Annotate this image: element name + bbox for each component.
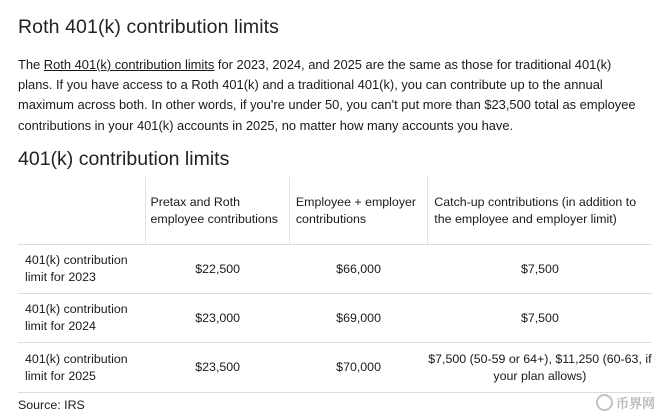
column-header-employee-employer: Employee + employer contributions bbox=[289, 177, 427, 245]
table-row bbox=[18, 294, 652, 343]
paragraph-lead: The bbox=[18, 57, 44, 72]
employee-employer-value: $70,000 bbox=[289, 343, 427, 393]
table-heading: 401(k) contribution limits bbox=[18, 148, 230, 170]
table-header-row bbox=[18, 177, 652, 245]
table-row bbox=[18, 343, 652, 393]
source-note: Source: IRS bbox=[18, 398, 85, 412]
column-header-blank bbox=[18, 177, 146, 245]
watermark-logo-icon bbox=[596, 394, 613, 411]
employee-employer-value: $69,000 bbox=[289, 294, 427, 343]
catch-up-value: $7,500 (50-59 or 64+), $11,250 (60-63, if your plan allows) bbox=[428, 343, 652, 393]
table-row bbox=[18, 245, 652, 294]
row-label: 401(k) contribution limit for 2023 bbox=[18, 245, 146, 294]
section-heading: Roth 401(k) contribution limits bbox=[18, 16, 280, 38]
pretax-roth-value: $23,000 bbox=[146, 294, 289, 343]
watermark-text: 币界网 bbox=[615, 396, 655, 411]
contribution-limits-table bbox=[18, 177, 652, 393]
intro-paragraph bbox=[18, 55, 648, 136]
watermark bbox=[596, 393, 655, 412]
roth-limits-link[interactable]: Roth 401(k) contribution limits bbox=[43, 57, 215, 72]
column-header-catch-up: Catch-up contributions (in addition to the employee and employer limit) bbox=[428, 177, 652, 245]
row-label: 401(k) contribution limit for 2024 bbox=[18, 294, 146, 343]
catch-up-value: $7,500 bbox=[428, 245, 652, 294]
catch-up-value: $7,500 bbox=[428, 294, 652, 343]
paragraph-body: for 2023, 2024, and 2025 are the same as those for traditional 401(k) plans. If you have access to a Roth 401(k) and a traditional 401(k), you can contribute up to the annual maximum across both. In other words, if you're under 50, you can't put more than $23,500 total as employee contributions in your 401(k) accounts in 2025, no matter how many accounts you have. bbox=[18, 57, 636, 133]
pretax-roth-value: $22,500 bbox=[146, 245, 289, 294]
employee-employer-value: $66,000 bbox=[289, 245, 427, 294]
row-label: 401(k) contribution limit for 2025 bbox=[18, 343, 146, 393]
pretax-roth-value: $23,500 bbox=[146, 343, 289, 393]
column-header-pretax-roth: Pretax and Roth employee contributions bbox=[146, 177, 289, 245]
